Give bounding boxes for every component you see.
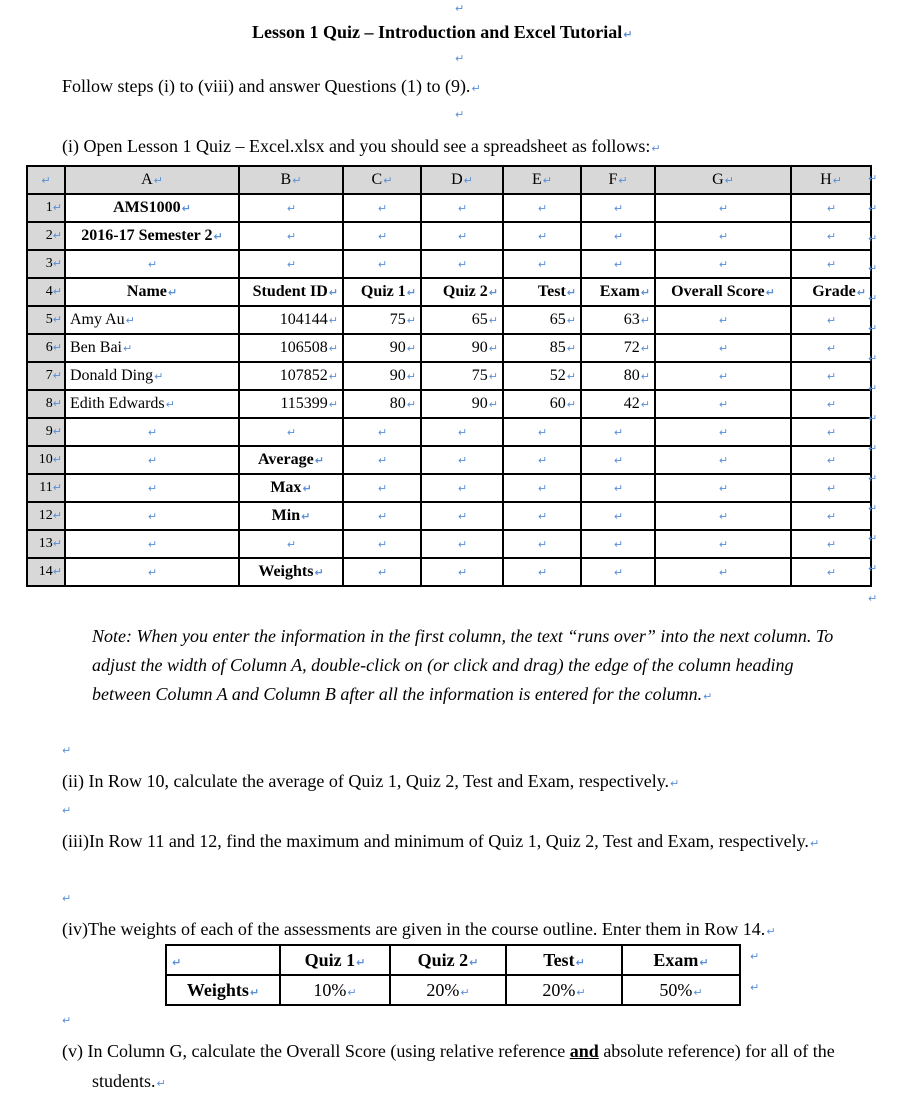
weights-header-cell: ↵ xyxy=(166,945,280,975)
row-number: 14↵ xyxy=(27,558,65,586)
step-3-text: (iii)In Row 11 and 12, find the maximum and minimum of Quiz 1, Quiz 2, Test and Exam, respectively.↵ xyxy=(62,831,820,851)
step-4-text: (iv)The weights of each of the assessments are given in the course outline. Enter them in Row 14.↵ xyxy=(62,919,776,939)
table-cell: ↵ xyxy=(655,446,791,474)
paragraph-mark: ↵ xyxy=(750,950,760,963)
spreadsheet-table xyxy=(26,165,872,587)
column-header: B↵ xyxy=(239,166,343,194)
table-cell: Grade↵ xyxy=(791,278,871,306)
table-cell: ↵ xyxy=(791,530,871,558)
table-cell: ↵ xyxy=(421,502,503,530)
table-cell: Average↵ xyxy=(239,446,343,474)
column-header: H↵ xyxy=(791,166,871,194)
table-row xyxy=(27,362,871,390)
row-number: 10↵ xyxy=(27,446,65,474)
table-cell: 72↵ xyxy=(581,334,655,362)
table-cell: ↵ xyxy=(581,558,655,586)
paragraph-mark: ↵ xyxy=(703,690,713,703)
table-row xyxy=(27,306,871,334)
table-cell: ↵ xyxy=(503,222,581,250)
weights-header-cell: Exam↵ xyxy=(622,945,740,975)
table-cell: ↵ xyxy=(421,418,503,446)
step-2-text: (ii) In Row 10, calculate the average of Quiz 1, Quiz 2, Test and Exam, respectively.↵ xyxy=(62,771,680,791)
table-row xyxy=(27,334,871,362)
table-cell: ↵ xyxy=(503,558,581,586)
row-number: 1↵ xyxy=(27,194,65,222)
table-cell: ↵ xyxy=(503,418,581,446)
table-cell: ↵ xyxy=(65,418,239,446)
table-cell: 115399↵ xyxy=(239,390,343,418)
paragraph-mark: ↵ xyxy=(62,744,72,757)
table-cell: Quiz 2↵ xyxy=(421,278,503,306)
row-number: 6↵ xyxy=(27,334,65,362)
table-cell: 60↵ xyxy=(503,390,581,418)
table-cell: 90↵ xyxy=(421,334,503,362)
table-cell: 65↵ xyxy=(421,306,503,334)
column-header: F↵ xyxy=(581,166,655,194)
table-cell: ↵ xyxy=(791,474,871,502)
intro-text: Follow steps (i) to (viii) and answer Questions (1) to (9).↵ xyxy=(62,76,481,96)
table-cell: 85↵ xyxy=(503,334,581,362)
table-cell: ↵ xyxy=(343,502,421,530)
table-cell: ↵ xyxy=(421,250,503,278)
row-number: 13↵ xyxy=(27,530,65,558)
row-number: 11↵ xyxy=(27,474,65,502)
table-row xyxy=(27,418,871,446)
table-cell: Quiz 1↵ xyxy=(343,278,421,306)
paragraph-mark: ↵ xyxy=(156,1077,166,1090)
table-cell: ↵ xyxy=(421,558,503,586)
weights-table xyxy=(165,944,741,1006)
table-cell: ↵ xyxy=(343,194,421,222)
paragraph-mark: ↵ xyxy=(670,777,680,790)
table-cell: 65↵ xyxy=(503,306,581,334)
table-cell: ↵ xyxy=(343,418,421,446)
row-number: 8↵ xyxy=(27,390,65,418)
column-header: G↵ xyxy=(655,166,791,194)
table-cell: ↵ xyxy=(655,502,791,530)
table-cell: ↵ xyxy=(655,362,791,390)
table-cell: 90↵ xyxy=(421,390,503,418)
paragraph-mark: ↵ xyxy=(766,925,776,938)
column-header: D↵ xyxy=(421,166,503,194)
table-cell: 107852↵ xyxy=(239,362,343,390)
paragraph-mark: ↵ xyxy=(62,804,72,817)
row-number: 9↵ xyxy=(27,418,65,446)
table-cell: ↵ xyxy=(239,418,343,446)
row-number: 2↵ xyxy=(27,222,65,250)
table-cell: 75↵ xyxy=(421,362,503,390)
table-cell: ↵ xyxy=(581,194,655,222)
table-cell: ↵ xyxy=(65,530,239,558)
table-cell: Overall Score↵ xyxy=(655,278,791,306)
table-cell: ↵ xyxy=(581,446,655,474)
table-cell: ↵ xyxy=(65,558,239,586)
table-cell: Name↵ xyxy=(65,278,239,306)
weights-header-cell: Quiz 2↵ xyxy=(390,945,506,975)
table-cell: 80↵ xyxy=(343,390,421,418)
table-cell: ↵ xyxy=(343,222,421,250)
table-cell: 104144↵ xyxy=(239,306,343,334)
table-cell: Weights↵ xyxy=(239,558,343,586)
table-cell: ↵ xyxy=(655,558,791,586)
table-cell: ↵ xyxy=(421,194,503,222)
column-header-row xyxy=(27,166,871,194)
table-cell: ↵ xyxy=(343,558,421,586)
table-cell: Edith Edwards↵ xyxy=(65,390,239,418)
paragraph-mark: ↵ xyxy=(651,142,661,155)
table-cell: ↵ xyxy=(421,222,503,250)
table-cell: ↵ xyxy=(655,418,791,446)
table-cell: ↵ xyxy=(581,530,655,558)
table-cell: 63↵ xyxy=(581,306,655,334)
row-number: 12↵ xyxy=(27,502,65,530)
table-cell: Amy Au↵ xyxy=(65,306,239,334)
table-cell: ↵ xyxy=(421,446,503,474)
table-cell: ↵ xyxy=(791,306,871,334)
column-header: A↵ xyxy=(65,166,239,194)
table-cell: Donald Ding↵ xyxy=(65,362,239,390)
table-cell: 2016-17 Semester 2↵ xyxy=(65,222,239,250)
table-cell: ↵ xyxy=(239,222,343,250)
table-cell: ↵ xyxy=(655,194,791,222)
paragraph-mark: ↵ xyxy=(455,52,465,65)
table-cell: 90↵ xyxy=(343,334,421,362)
table-cell: 80↵ xyxy=(581,362,655,390)
table-cell: ↵ xyxy=(791,334,871,362)
weights-value-cell: 20%↵ xyxy=(390,975,506,1005)
table-cell: ↵ xyxy=(655,250,791,278)
table-cell: 106508↵ xyxy=(239,334,343,362)
weights-value-cell: 50%↵ xyxy=(622,975,740,1005)
table-cell: 90↵ xyxy=(343,362,421,390)
table-cell: ↵ xyxy=(65,446,239,474)
row-number: 7↵ xyxy=(27,362,65,390)
table-cell: ↵ xyxy=(421,474,503,502)
table-cell: ↵ xyxy=(581,502,655,530)
table-cell: ↵ xyxy=(421,530,503,558)
weights-value-row xyxy=(166,975,740,1005)
table-cell: ↵ xyxy=(343,250,421,278)
table-row xyxy=(27,474,871,502)
table-cell: Student ID↵ xyxy=(239,278,343,306)
table-cell: ↵ xyxy=(791,446,871,474)
step-5-text: (v) In Column G, calculate the Overall Score (using relative reference and absolute reference) for all of the students.↵ xyxy=(62,1041,835,1091)
table-row xyxy=(27,558,871,586)
paragraph-mark: ↵ xyxy=(750,981,760,994)
table-cell: ↵ xyxy=(65,502,239,530)
table-cell: ↵ xyxy=(791,250,871,278)
paragraph-mark: ↵ xyxy=(809,837,820,850)
table-row xyxy=(27,222,871,250)
weights-value-cell: Weights↵ xyxy=(166,975,280,1005)
weights-header-cell: Test↵ xyxy=(506,945,622,975)
table-cell: ↵ xyxy=(791,390,871,418)
table-cell: ↵ xyxy=(503,250,581,278)
paragraph-mark: ↵ xyxy=(455,2,465,15)
paragraph-mark: ↵ xyxy=(62,892,72,905)
table-cell: 42↵ xyxy=(581,390,655,418)
column-header: E↵ xyxy=(503,166,581,194)
table-cell: ↵ xyxy=(581,222,655,250)
table-cell: Test↵ xyxy=(503,278,581,306)
table-cell: ↵ xyxy=(65,474,239,502)
table-cell: ↵ xyxy=(239,530,343,558)
table-row xyxy=(27,390,871,418)
table-cell: ↵ xyxy=(239,250,343,278)
paragraph-mark: ↵ xyxy=(471,82,481,95)
row-number: 4↵ xyxy=(27,278,65,306)
table-row xyxy=(27,250,871,278)
table-cell: Exam↵ xyxy=(581,278,655,306)
table-cell: ↵ xyxy=(655,222,791,250)
table-cell: ↵ xyxy=(581,250,655,278)
table-row xyxy=(27,530,871,558)
table-row xyxy=(27,278,871,306)
table-cell: ↵ xyxy=(65,250,239,278)
table-cell: ↵ xyxy=(655,474,791,502)
weights-value-cell: 10%↵ xyxy=(280,975,390,1005)
table-row xyxy=(27,446,871,474)
table-cell: ↵ xyxy=(791,502,871,530)
table-cell: ↵ xyxy=(503,530,581,558)
table-cell: ↵ xyxy=(581,474,655,502)
table-cell: ↵ xyxy=(655,334,791,362)
table-cell: ↵ xyxy=(239,194,343,222)
table-cell: ↵ xyxy=(503,474,581,502)
table-cell: ↵ xyxy=(503,446,581,474)
table-cell: ↵ xyxy=(503,194,581,222)
table-cell: AMS1000↵ xyxy=(65,194,239,222)
paragraph-mark: ↵ xyxy=(623,28,633,41)
table-cell: ↵ xyxy=(791,362,871,390)
table-cell: ↵ xyxy=(791,558,871,586)
weights-value-cell: 20%↵ xyxy=(506,975,622,1005)
weights-header-row xyxy=(166,945,740,975)
table-cell: 75↵ xyxy=(343,306,421,334)
table-cell: ↵ xyxy=(791,194,871,222)
table-cell: 52↵ xyxy=(503,362,581,390)
table-cell: ↵ xyxy=(343,474,421,502)
table-cell: ↵ xyxy=(791,418,871,446)
table-cell: ↵ xyxy=(343,446,421,474)
row-number: 5↵ xyxy=(27,306,65,334)
table-row xyxy=(27,502,871,530)
weights-header-cell: Quiz 1↵ xyxy=(280,945,390,975)
note-text: Note: When you enter the information in the first column, the text “runs over” into the next column. To adjust the width of Column A, double-click on (or click and drag) the edge of the column heading between Column A and Column B after all the information is entered for the column.↵ xyxy=(92,626,834,704)
table-cell: ↵ xyxy=(343,530,421,558)
table-cell: ↵ xyxy=(655,390,791,418)
table-cell: Min↵ xyxy=(239,502,343,530)
table-cell: ↵ xyxy=(791,222,871,250)
page-title: Lesson 1 Quiz – Introduction and Excel Tutorial↵ xyxy=(252,22,633,42)
table-cell: ↵ xyxy=(581,418,655,446)
table-cell: ↵ xyxy=(655,306,791,334)
corner-cell: ↵ xyxy=(27,166,65,194)
column-header: C↵ xyxy=(343,166,421,194)
row-number: 3↵ xyxy=(27,250,65,278)
table-cell: Ben Bai↵ xyxy=(65,334,239,362)
table-cell: ↵ xyxy=(655,530,791,558)
paragraph-mark: ↵ xyxy=(62,1014,72,1027)
paragraph-mark: ↵ xyxy=(455,108,465,121)
table-row xyxy=(27,194,871,222)
step-1-text: (i) Open Lesson 1 Quiz – Excel.xlsx and you should see a spreadsheet as follows:↵ xyxy=(62,136,661,156)
table-cell: ↵ xyxy=(503,502,581,530)
table-cell: Max↵ xyxy=(239,474,343,502)
